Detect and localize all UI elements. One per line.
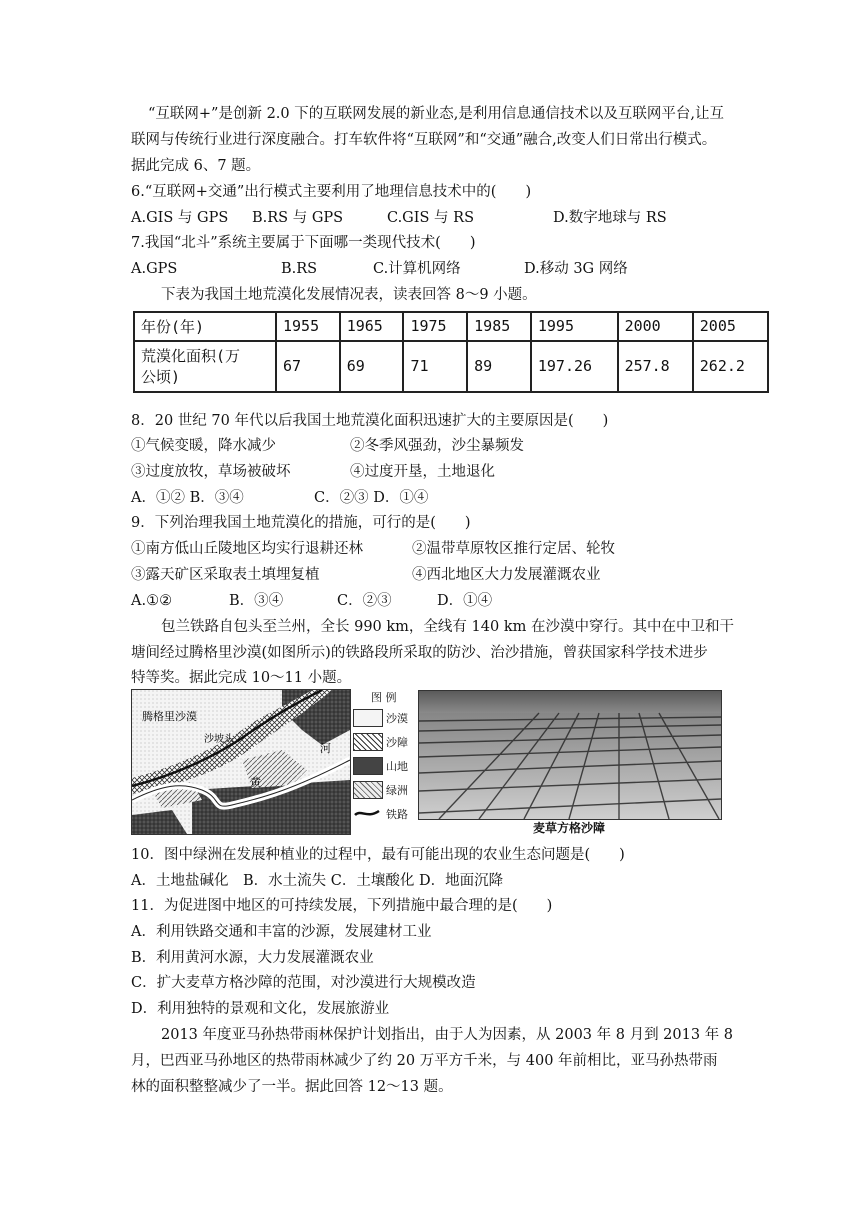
legend-title: 图 例 xyxy=(371,691,397,704)
intro2-line2: 塘间经过腾格里沙漠(如图所示)的铁路段所采取的防沙、治沙措施，曾获国家科学技术进步 xyxy=(131,645,708,661)
table-cell-year: 1955 xyxy=(276,312,340,341)
table-header-area-line1: 荒漠化面积(万 xyxy=(141,347,241,366)
table-cell-area: 69 xyxy=(340,341,404,392)
q7-option-b: B.RS xyxy=(281,261,318,277)
legend-label: 山地 xyxy=(386,760,408,773)
table-row-areas xyxy=(134,341,768,392)
table-cell-year: 1995 xyxy=(531,312,618,341)
desert-figure xyxy=(131,689,731,839)
legend-item-railway xyxy=(353,805,415,823)
q11-option-c: C．扩大麦草方格沙障的范围，对沙漠进行大规模改造 xyxy=(131,975,476,991)
table-cell-area: 257.8 xyxy=(618,341,693,392)
tengger-desert-map xyxy=(131,689,351,835)
q11-stem: 11．为促进图中地区的可持续发展，下列措施中最合理的是( ) xyxy=(131,898,553,914)
table-cell-area: 197.26 xyxy=(531,341,618,392)
intro3-line3: 林的面积整整减少了一半。据此回答 12～13 题。 xyxy=(131,1079,453,1095)
q6-option-a: A.GIS 与 GPS xyxy=(131,210,229,226)
q9-option-b: B．③④ xyxy=(229,593,284,609)
q9-option-d: D．①④ xyxy=(437,593,493,609)
legend-label: 沙漠 xyxy=(386,712,408,725)
legend-item-desert xyxy=(353,709,415,727)
q9-item-4: ④西北地区大力发展灌溉农业 xyxy=(412,567,601,583)
q10-stem: 10．图中绿洲在发展种植业的过程中，最有可能出现的农业生态问题是( ) xyxy=(131,847,625,863)
legend-label: 绿洲 xyxy=(386,784,408,797)
legend-item-mountain xyxy=(353,757,415,775)
intro1-line3: 据此完成 6、7 题。 xyxy=(131,158,261,174)
map-graphic xyxy=(132,690,350,834)
photo-caption: 麦草方格沙障 xyxy=(532,821,605,835)
q7-option-d: D.移动 3G 网络 xyxy=(524,261,628,277)
legend-item-barrier xyxy=(353,733,415,751)
table-header-area xyxy=(134,341,276,392)
map-label-huang: 黄 xyxy=(250,776,261,789)
q9-option-c: C．②③ xyxy=(337,593,392,609)
q6-stem: 6.“互联网+交通”出行模式主要利用了地理信息技术中的( ) xyxy=(131,184,532,200)
q11-option-d: D．利用独特的景观和文化，发展旅游业 xyxy=(131,1001,390,1017)
table-cell-year: 2005 xyxy=(693,312,768,341)
table-cell-year: 2000 xyxy=(618,312,693,341)
desertification-table xyxy=(133,311,769,393)
map-label-he: 河 xyxy=(320,742,331,755)
q11-option-a: A．利用铁路交通和丰富的沙源，发展建材工业 xyxy=(131,924,432,940)
legend-label: 沙障 xyxy=(386,736,408,749)
legend-swatch-desert xyxy=(353,709,383,727)
photo-graphic xyxy=(419,691,721,819)
legend-swatch-barrier xyxy=(353,733,383,751)
intro2-line3: 特等奖。据此完成 10～11 小题。 xyxy=(131,670,352,686)
q11-option-b: B．利用黄河水源，大力发展灌溉农业 xyxy=(131,950,374,966)
q10-options: A．土地盐碱化 B．水土流失 C．土壤酸化 D．地面沉降 xyxy=(131,873,504,889)
map-legend xyxy=(353,689,415,833)
q9-stem: 9．下列治理我国土地荒漠化的措施，可行的是( ) xyxy=(131,515,471,531)
q7-stem: 7.我国“北斗”系统主要属于下面哪一类现代技术( ) xyxy=(131,235,476,251)
q9-option-a: A.①② xyxy=(131,593,173,609)
table-intro: 下表为我国土地荒漠化发展情况表，读表回答 8～9 小题。 xyxy=(161,287,537,303)
intro1-line1: “互联网+”是创新 2.0 下的互联网发展的新业态,是利用信息通信技术以及互联网平台,让互 xyxy=(148,106,724,122)
legend-swatch-railway xyxy=(353,805,381,821)
q8-item-4: ④过度开垦，土地退化 xyxy=(350,464,495,480)
q8-options-ab: A．①② B．③④ xyxy=(131,490,244,506)
legend-label: 铁路 xyxy=(386,808,408,821)
table-cell-year: 1985 xyxy=(467,312,531,341)
q6-option-c: C.GIS 与 RS xyxy=(387,210,474,226)
intro1-line2: 联网与传统行业进行深度融合。打车软件将“互联网”和“交通”融合,改变人们日常出行模式。 xyxy=(131,132,717,148)
map-label-town: 沙坡头 xyxy=(204,734,234,745)
intro3-line1: 2013 年度亚马孙热带雨林保护计划指出，由于人为因素，从 2003 年 8 月到 2013 年 8 xyxy=(161,1027,734,1043)
q8-options-cd: C．②③ D．①④ xyxy=(314,490,429,506)
table-header-year: 年份(年) xyxy=(134,312,276,341)
q9-item-3: ③露天矿区采取表土填埋复植 xyxy=(131,567,320,583)
q8-item-2: ②冬季风强劲，沙尘暴频发 xyxy=(350,438,524,454)
table-cell-area: 89 xyxy=(467,341,531,392)
legend-item-oasis xyxy=(353,781,415,799)
table-header-area-line2: 公顷) xyxy=(141,368,181,387)
table-cell-year: 1975 xyxy=(403,312,467,341)
q7-option-c: C.计算机网络 xyxy=(373,261,461,277)
q8-item-3: ③过度放牧，草场被破坏 xyxy=(131,464,291,480)
table-cell-year: 1965 xyxy=(340,312,404,341)
intro2-line1: 包兰铁路自包头至兰州，全长 990 km，全线有 140 km 在沙漠中穿行。其中在中卫和干 xyxy=(161,619,734,635)
table-cell-area: 67 xyxy=(276,341,340,392)
intro3-line2: 月，巴西亚马孙地区的热带雨林减少了约 20 万平方千米，与 400 年前相比，亚马孙热带雨 xyxy=(131,1053,718,1069)
legend-swatch-mountain xyxy=(353,757,383,775)
straw-checkerboard-photo xyxy=(418,690,722,820)
q7-option-a: A.GPS xyxy=(131,261,178,277)
map-label-desert: 腾格里沙漠 xyxy=(142,710,197,723)
table-row-years xyxy=(134,312,768,341)
q6-option-d: D.数字地球与 RS xyxy=(553,210,667,226)
table-cell-area: 71 xyxy=(403,341,467,392)
legend-swatch-oasis xyxy=(353,781,383,799)
q9-item-2: ②温带草原牧区推行定居、轮牧 xyxy=(412,541,615,557)
q8-item-1: ①气候变暖，降水减少 xyxy=(131,438,276,454)
q9-item-1: ①南方低山丘陵地区均实行退耕还林 xyxy=(131,541,363,557)
table-cell-area: 262.2 xyxy=(693,341,768,392)
q6-option-b: B.RS 与 GPS xyxy=(252,210,344,226)
q8-stem: 8．20 世纪 70 年代以后我国土地荒漠化面积迅速扩大的主要原因是( ) xyxy=(131,413,609,429)
